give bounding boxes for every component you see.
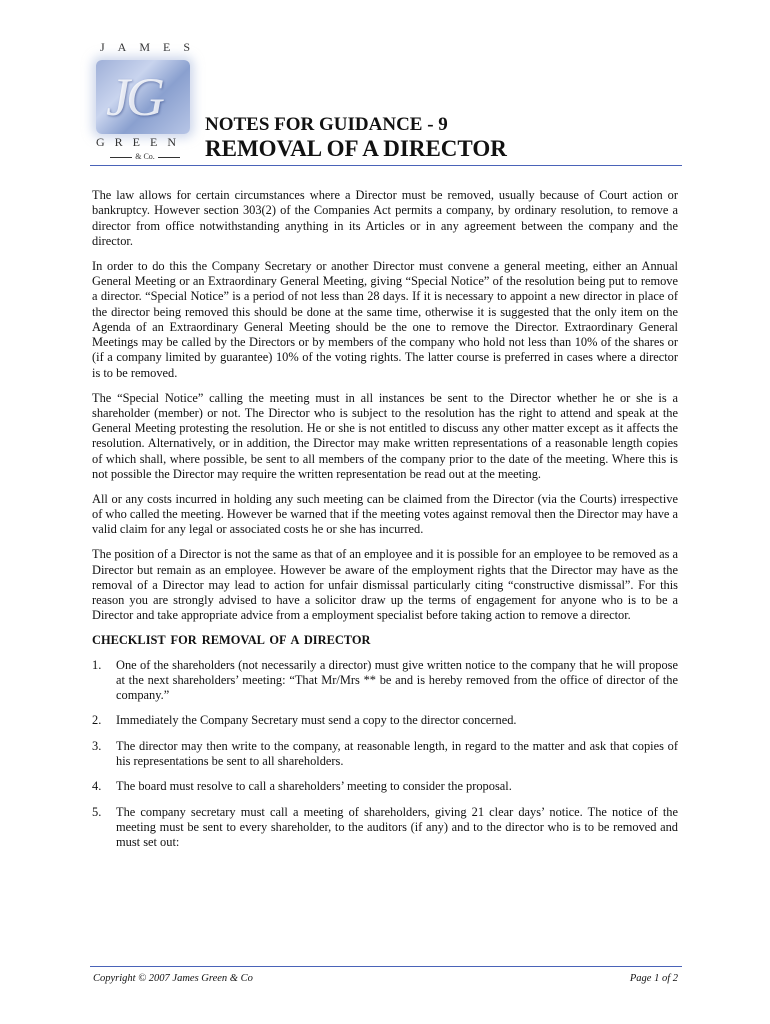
- logo-bottom-text: GREEN: [96, 135, 186, 149]
- checklist-item-number: 3.: [92, 738, 102, 753]
- checklist-item: [92, 779, 678, 794]
- footer-copyright: Copyright © 2007 James Green & Co: [93, 973, 253, 984]
- footer-page-number: Page 1 of 2: [629, 973, 678, 984]
- paragraph: In order to do this the Company Secretary or another Director must convene a general meeting, either an Annual General Meeting or an Extraordinary General Meeting, giving “Special Notice” of the resolution being put to remove a director. “Special Notice” is a period of not less than 28 days. If it is necessary to appoint a new director in place of the director being removed this should be done at the same time, otherwise it is suggested that the only item on the Agenda of an Extraordinary General Meeting should be the one to remove the Director. Extraordinary General Meetings may be called by the Directors or by members of the company who hold not less than 10% of the shares or (if a company limited by guarantee) 10% of the voting rights. The latter course is preferred in cases where a director is to be removed.: [92, 258, 678, 380]
- checklist-item-text: The director may then write to the company, at reasonable length, in regard to the matter and ask that copies of his representations be sent to all shareholders.: [116, 738, 678, 768]
- paragraph: The law allows for certain circumstances where a Director must be removed, usually because of Court action or bankruptcy. However section 303(2) of the Companies Act permits a company, by ordinary resolution, to remove a director from office notwithstanding anything in its Articles or in any agreement between the company and the director.: [92, 188, 678, 248]
- checklist-item-text: One of the shareholders (not necessarily a director) must give written notice to the company that he will propose at the next shareholders’ meeting: “That Mr/Mrs ** be and is hereby removed from the office of director of the company.”: [116, 657, 678, 703]
- checklist-item-text: Immediately the Company Secretary must send a copy to the director concerned.: [116, 713, 517, 728]
- header-divider: [90, 165, 682, 166]
- paragraph: The position of a Director is not the same as that of an employee and it is possible for an employee to be removed as a Director but remain as an employee. However be aware of the employment rights that the Director may have as the removal of a Director may lead to action for unfair dismissal particularly citing “constructive dismissal”. For this reason you are strongly advised to have a solicitor draw up the terms of engagement for anyone who is to be a Director and take appropriate advice from a employment specialist before taking action to remove a director.: [92, 547, 678, 623]
- checklist-item: [92, 713, 678, 728]
- checklist-item-number: 1.: [92, 657, 102, 672]
- checklist-item: [92, 658, 678, 704]
- checklist-item: [92, 805, 678, 851]
- checklist-item-number: 5.: [92, 804, 102, 819]
- logo-co-text: & Co.: [135, 152, 155, 161]
- document-subtitle: NOTES FOR GUIDANCE - 9: [205, 114, 448, 135]
- checklist-item-number: 2.: [92, 713, 102, 728]
- logo-monogram-box: [96, 60, 190, 134]
- footer-divider: [90, 966, 682, 967]
- checklist-item: [92, 739, 678, 770]
- paragraph: The “Special Notice” calling the meeting must in all instances be sent to the Director whether he or she is a shareholder (member) or not. The Director who is subject to the resolution has the right to attend and speak at the General Meeting protesting the resolution. He or she is not entitled to discuss any other matter except as it affects the resolution. Alternatively, or in addition, the Director may make written representations of a reasonable length copies of which shall, where possible, be sent to all members of the company prior to the date of the meeting. Where this is not possible the Director may require the written representation be read out at the meeting.: [92, 390, 678, 482]
- checklist-item-text: The company secretary must call a meeting of shareholders, giving 21 clear days’ notice. The notice of the meeting must be sent to every shareholder, to the auditors (if any) and to the director who is to be removed and must set out:: [116, 804, 678, 850]
- checklist-item-number: 4.: [92, 779, 102, 794]
- logo-top-text: JAMES: [100, 40, 204, 54]
- checklist-item-text: The board must resolve to call a shareholders’ meeting to consider the proposal.: [116, 779, 512, 794]
- logo-co: [100, 152, 190, 161]
- logo-monogram: JG: [106, 67, 161, 127]
- checklist-heading: CHECKLIST FOR REMOVAL OF A DIRECTOR: [92, 633, 371, 648]
- checklist: [92, 658, 678, 851]
- document-title: REMOVAL OF A DIRECTOR: [205, 136, 507, 161]
- document-body: [92, 188, 678, 860]
- paragraph: All or any costs incurred in holding any such meeting can be claimed from the Director (via the Courts) irrespective of who called the meeting. However be warned that if the meeting votes against removal then the Director may have a valid claim for any legal or associated costs he or she has incurred.: [92, 491, 678, 537]
